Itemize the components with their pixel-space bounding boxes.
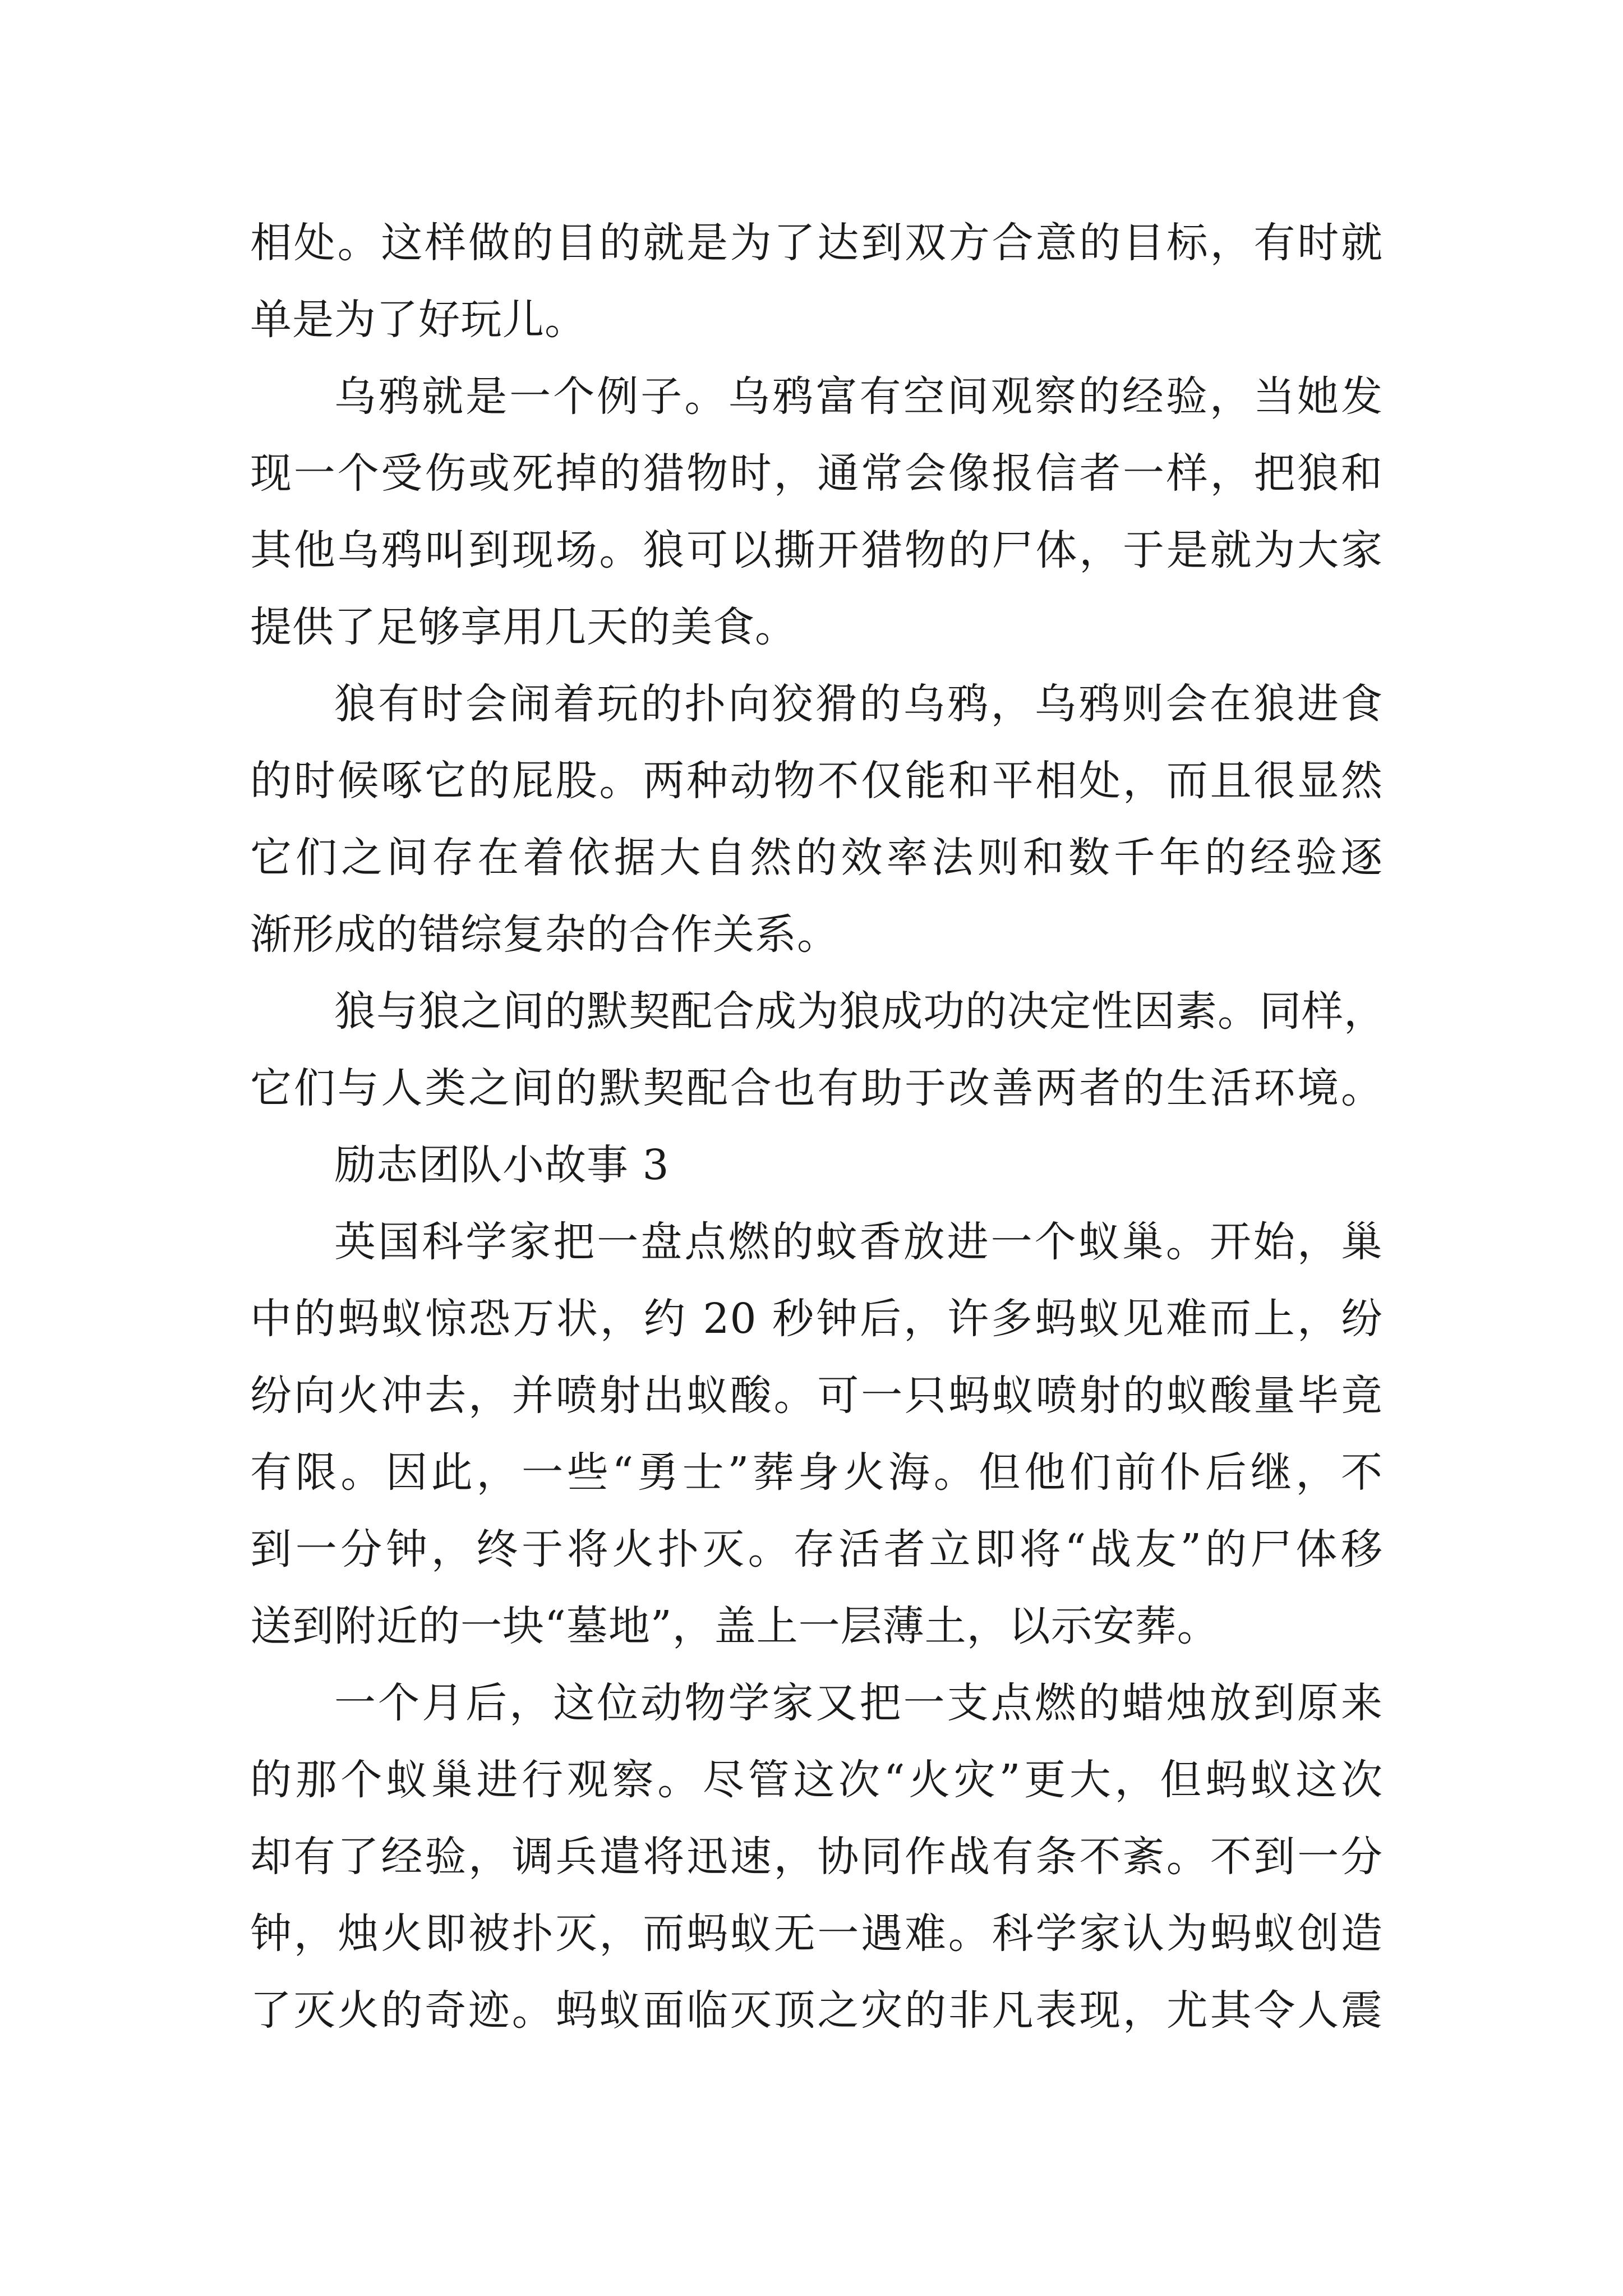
paragraph-first-line: 狼有时会闹着玩的扑向狡猾的乌鸦，乌鸦则会在狼进食 — [334, 680, 1383, 728]
text-line: 了灭火的奇迹。蚂蚁面临灭顶之灾的非凡表现，尤其令人震 — [250, 1986, 1383, 2035]
section-heading: 励志团队小故事 3 — [334, 1141, 670, 1189]
paragraph-first-line: 乌鸦就是一个例子。乌鸦富有空间观察的经验，当她发 — [334, 372, 1383, 421]
paragraph-first-line: 一个月后，这位动物学家又把一支点燃的蜡烛放到原来 — [334, 1679, 1383, 1727]
text-line: 送到附近的一块“墓地”，盖上一层薄土，以示安葬。 — [250, 1602, 1219, 1650]
paragraph-first-line: 狼与狼之间的默契配合成为狼成功的决定性因素。同样， — [334, 987, 1386, 1036]
text-line: 到一分钟，终于将火扑灭。存活者立即将“战友”的尸体移 — [250, 1525, 1383, 1573]
document-body — [250, 205, 1386, 2049]
text-line: 单是为了好玩儿。 — [250, 296, 587, 344]
paragraph-first-line: 英国科学家把一盘点燃的蚊香放进一个蚁巢。开始，巢 — [334, 1218, 1383, 1266]
text-line: 它们之间存在着依据大自然的效率法则和数千年的经验逐 — [250, 834, 1383, 882]
text-line: 提供了足够享用几天的美食。 — [250, 603, 797, 651]
text-line: 却有了经验，调兵遣将迅速，协同作战有条不紊。不到一分 — [250, 1833, 1383, 1881]
text-line: 其他乌鸦叫到现场。狼可以撕开猎物的尸体，于是就为大家 — [250, 526, 1383, 574]
text-line: 有限。因此，一些“勇士”葬身火海。但他们前仆后继，不 — [250, 1448, 1383, 1497]
text-line: 相处。这样做的目的就是为了达到双方合意的目标，有时就 — [250, 219, 1383, 267]
text-line: 的时候啄它的屁股。两种动物不仅能和平相处，而且很显然 — [250, 757, 1383, 805]
text-line: 渐形成的错综复杂的合作关系。 — [250, 910, 839, 959]
text-line: 它们与人类之间的默契配合也有助于改善两者的生活环境。 — [250, 1064, 1383, 1112]
text-line: 中的蚂蚁惊恐万状，约 20 秒钟后，许多蚂蚁见难而上，纷 — [250, 1295, 1383, 1343]
text-line: 纷向火冲去，并喷射出蚁酸。可一只蚂蚁喷射的蚁酸量毕竟 — [250, 1372, 1383, 1420]
text-line: 的那个蚁巢进行观察。尽管这次“火灾”更大，但蚂蚁这次 — [250, 1756, 1383, 1804]
text-line: 现一个受伤或死掉的猎物时，通常会像报信者一样，把狼和 — [250, 449, 1383, 498]
text-line: 钟，烛火即被扑灭，而蚂蚁无一遇难。科学家认为蚂蚁创造 — [250, 1910, 1383, 1958]
